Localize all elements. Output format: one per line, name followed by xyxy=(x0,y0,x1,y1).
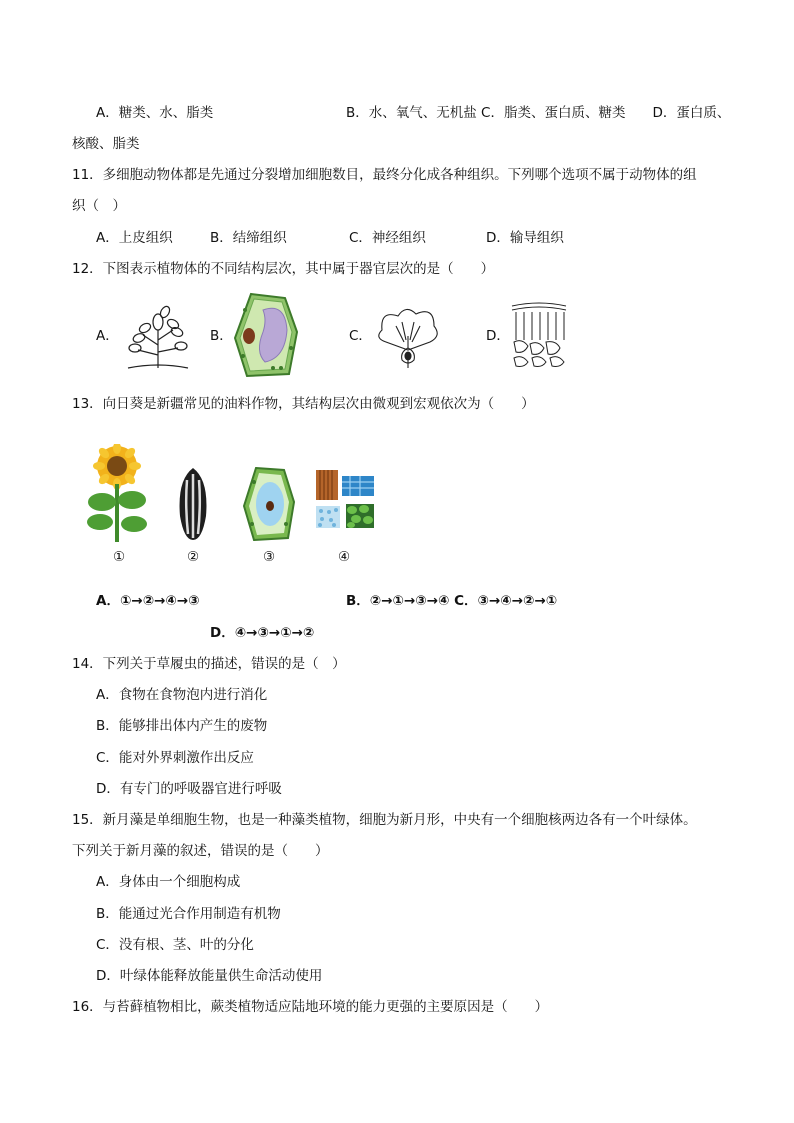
q16-stem: 16．与苔藓植物相比，蕨类植物适应陆地环境的能力更强的主要原因是（ ） xyxy=(72,999,549,1015)
q14-stem: 14．下列关于草履虫的描述，错误的是（ ） xyxy=(72,656,346,672)
sunflower-plant-figure xyxy=(86,444,148,544)
q15-option-a: A．身体由一个细胞构成 xyxy=(96,874,241,890)
q14-option-a: A．食物在食物泡内进行消化 xyxy=(96,687,268,703)
q10-options-b-c-d: B．水、氧气、无机盐 C．脂类、蛋白质、糖类 D．蛋白质、 xyxy=(346,105,731,121)
q15-stem-line1: 15．新月藻是单细胞生物，也是一种藻类植物，细胞为新月形，中央有一个细胞核两边各有一个叶绿体。 xyxy=(72,812,697,828)
q15-stem-line2: 下列关于新月藻的叙述，错误的是（ ） xyxy=(72,843,329,859)
q14-option-c: C．能对外界刺激作出反应 xyxy=(96,750,254,766)
q11-option-b: B．结缔组织 xyxy=(210,230,287,246)
q12-stem: 12．下图表示植物体的不同结构层次，其中属于器官层次的是（ ） xyxy=(72,261,495,277)
q11-option-d: D．输导组织 xyxy=(486,230,564,246)
q13-option-a: A．①→②→④→③ xyxy=(96,593,200,609)
q13-figure-label-1: ① xyxy=(113,549,126,565)
q13-stem: 13．向日葵是新疆常见的油料作物，其结构层次由微观到宏观依次为（ ） xyxy=(72,396,535,412)
q11-stem-line1: 11．多细胞动物体都是先通过分裂增加细胞数目，最终分化成各种组织。下列哪个选项不属于动物体的组 xyxy=(72,167,697,183)
q10-option-d-continued: 核酸、脂类 xyxy=(72,136,140,152)
plant-cell-small-figure xyxy=(242,466,296,542)
q11-stem-line2: 织（ ） xyxy=(72,198,126,214)
q10-option-a: A．糖类、水、脂类 xyxy=(96,105,214,121)
tissue-sketch-figure xyxy=(510,300,568,370)
q12-option-b: B． xyxy=(210,328,233,344)
q12-option-a: A． xyxy=(96,328,119,344)
q14-option-d: D．有专门的呼吸器官进行呼吸 xyxy=(96,781,282,797)
q13-figure-label-4: ④ xyxy=(338,549,351,565)
q13-option-d: D．④→③→①→② xyxy=(210,625,315,641)
q11-option-c: C．神经组织 xyxy=(349,230,426,246)
q13-figure-label-3: ③ xyxy=(263,549,276,565)
q12-option-c: C． xyxy=(349,328,372,344)
q12-option-d: D． xyxy=(486,328,510,344)
q11-option-a: A．上皮组织 xyxy=(96,230,173,246)
q15-option-c: C．没有根、茎、叶的分化 xyxy=(96,937,254,953)
q13-figure-label-2: ② xyxy=(187,549,200,565)
q14-option-b: B．能够排出体内产生的废物 xyxy=(96,718,268,734)
plant-tissues-figure xyxy=(314,468,378,532)
flower-sketch-figure xyxy=(372,300,444,370)
q15-option-b: B．能通过光合作用制造有机物 xyxy=(96,906,281,922)
plant-sketch-figure xyxy=(123,300,193,370)
sunflower-seed-figure xyxy=(176,466,210,542)
plant-cell-figure xyxy=(233,292,299,378)
q15-option-d: D．叶绿体能释放能量供生命活动使用 xyxy=(96,968,323,984)
q13-options-b-c: B．②→①→③→④ C．③→④→②→① xyxy=(346,593,558,609)
